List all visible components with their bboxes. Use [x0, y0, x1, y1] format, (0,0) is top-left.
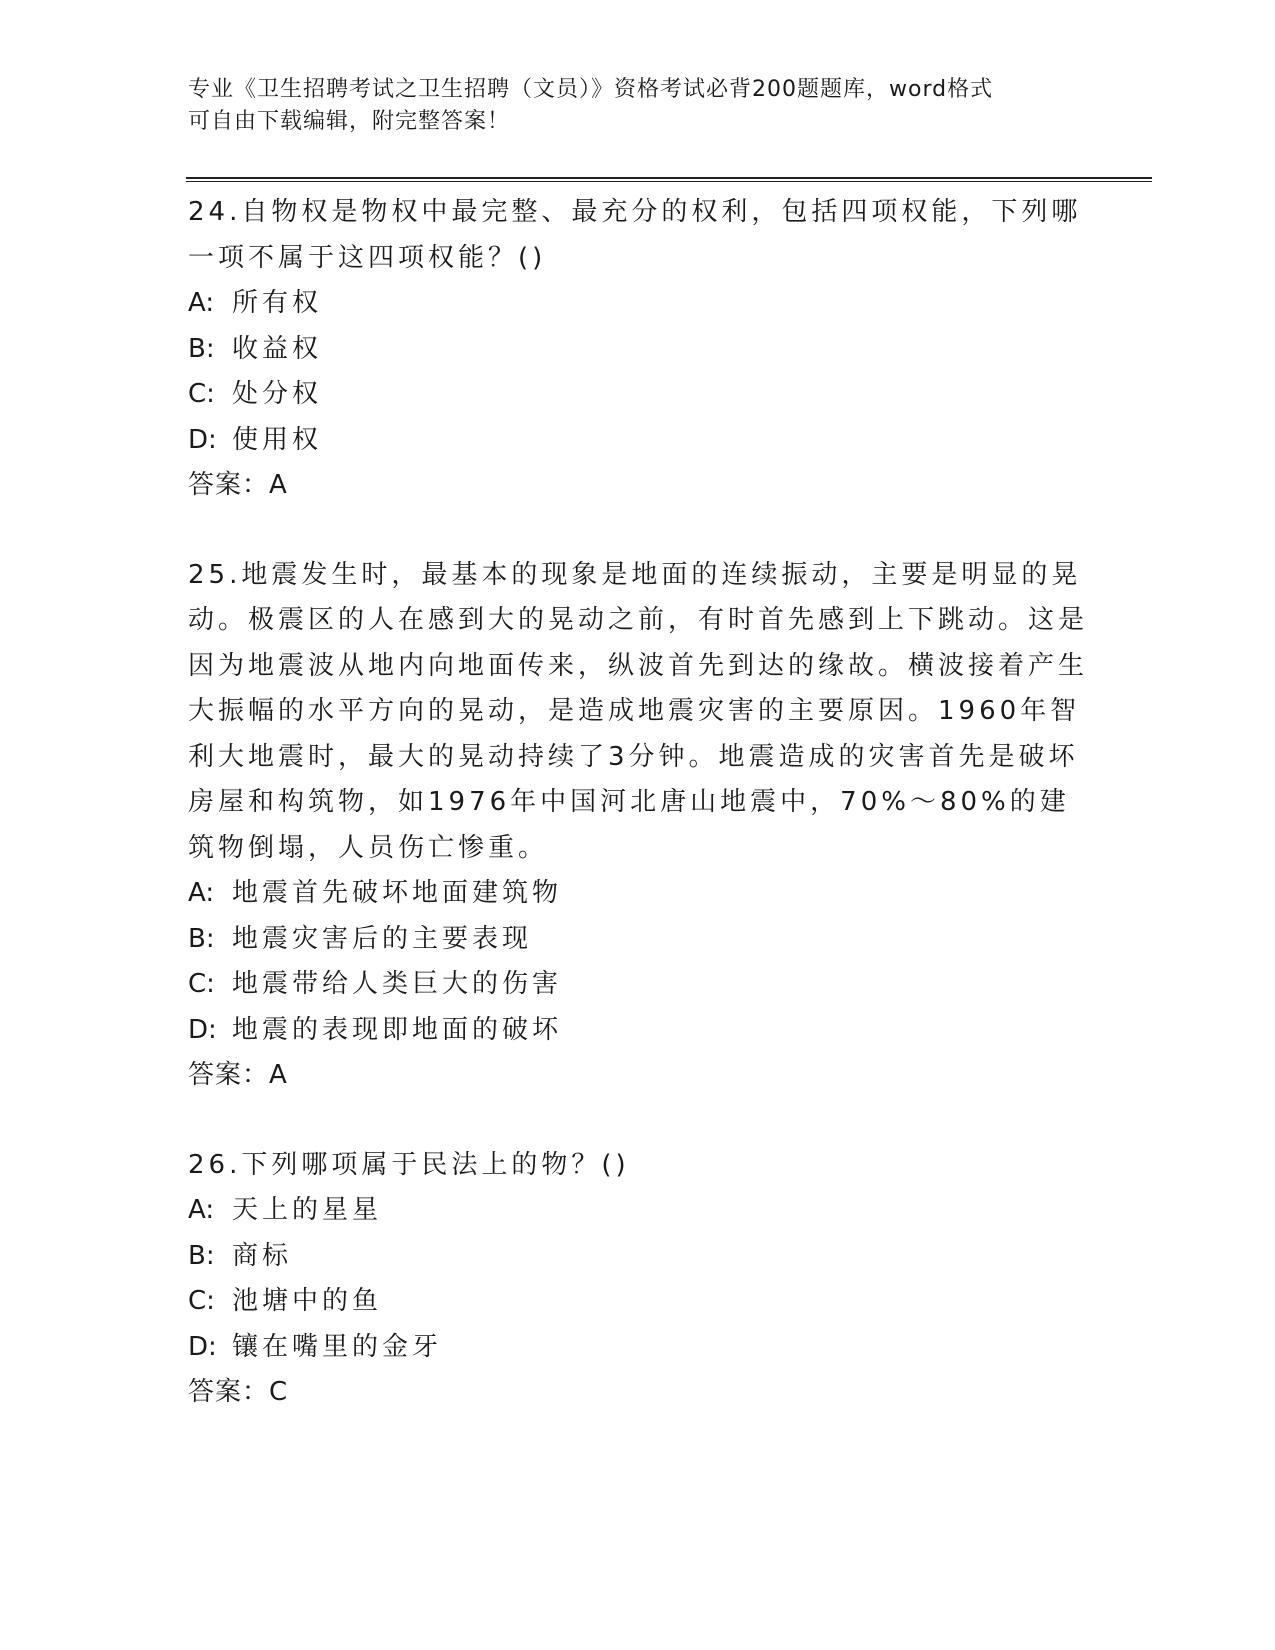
option-b: [188, 1234, 1088, 1280]
header-divider: [186, 177, 1152, 182]
question-list: [188, 190, 1088, 1460]
option-d: [188, 418, 1088, 464]
option-a: [188, 1188, 1088, 1234]
option-d: [188, 1325, 1088, 1371]
option-text: 处分权: [232, 379, 323, 409]
option-b: [188, 917, 1088, 963]
option-text: 地震带给人类巨大的伤害: [232, 969, 563, 999]
option-b: [188, 327, 1088, 373]
option-a: [188, 871, 1088, 917]
option-text: 使用权: [232, 424, 323, 455]
option-text: 地震灾害后的主要表现: [232, 923, 533, 954]
answer-line: 答案：A: [188, 1060, 288, 1090]
option-key: A:: [188, 878, 215, 908]
question-text: 24.自物权是物权中最完整、最充分的权利，包括四项权能，下列哪一项不属于这四项权能？(): [188, 197, 1082, 273]
option-text: 收益权: [232, 333, 323, 364]
option-key: A:: [188, 1195, 215, 1225]
option-key: B:: [188, 333, 215, 364]
option-key: A:: [188, 288, 215, 318]
option-text: 天上的星星: [232, 1195, 383, 1225]
document-header: [188, 74, 1068, 138]
question-25: [188, 553, 1088, 1099]
option-text: 地震的表现即地面的破坏: [232, 1014, 563, 1045]
option-text: 地震首先破坏地面建筑物: [232, 878, 563, 908]
question-26: [188, 1143, 1088, 1416]
option-key: C:: [188, 1286, 215, 1316]
option-c: [188, 372, 1088, 418]
question-24: [188, 190, 1088, 509]
option-key: C:: [188, 969, 215, 999]
header-title-line-1: 专业《卫生招聘考试之卫生招聘（文员）》资格考试必背200题题库，word格式: [188, 77, 994, 102]
option-c: [188, 962, 1088, 1008]
option-text: 镶在嘴里的金牙: [232, 1331, 443, 1362]
option-key: D:: [188, 1014, 217, 1045]
option-text: 所有权: [232, 288, 323, 318]
question-text: 25.地震发生时，最基本的现象是地面的连续振动，主要是明显的晃动。极震区的人在感到大的晃动之前，有时首先感到上下跳动。这是因为地震波从地内向地面传来，纵波首先到达的缘故。横波接着产生大振幅的水平方向的晃动，是造成地震灾害的主要原因。1960年智利大地震时，最大的晃动持续了3分钟。地震造成的灾害首先是破坏房屋和构筑物，如1976年中国河北唐山地震中，70%～80%的建筑物倒塌，人员伤亡惨重。: [188, 559, 1089, 863]
option-text: 商标: [232, 1240, 293, 1271]
option-key: B:: [188, 923, 215, 954]
option-key: D:: [188, 424, 217, 455]
option-key: D:: [188, 1331, 217, 1362]
answer-line: 答案：C: [188, 1377, 289, 1407]
question-text: 26.下列哪项属于民法上的物？(): [188, 1149, 630, 1180]
option-key: C:: [188, 379, 215, 409]
header-title-line-2: 可自由下载编辑，附完整答案！: [188, 109, 511, 134]
option-key: B:: [188, 1240, 215, 1271]
option-c: [188, 1279, 1088, 1325]
answer-line: 答案：A: [188, 470, 288, 500]
option-a: [188, 281, 1088, 327]
option-text: 池塘中的鱼: [232, 1286, 383, 1316]
option-d: [188, 1008, 1088, 1054]
